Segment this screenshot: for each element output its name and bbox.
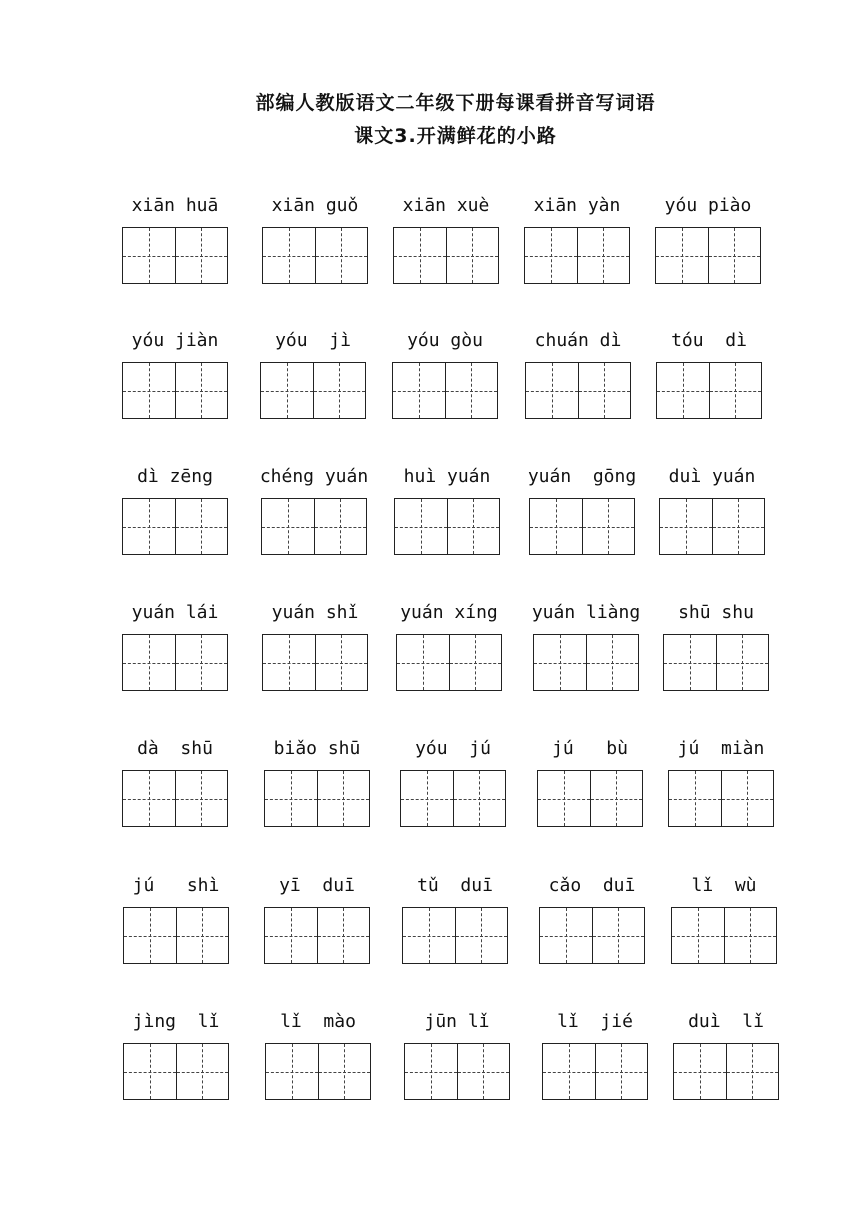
writing-boxes[interactable] (539, 907, 645, 964)
tian-zi-cell[interactable] (447, 499, 500, 554)
tian-zi-cell[interactable] (577, 228, 630, 283)
pinyin-label: tǔ duī (417, 875, 493, 896)
pinyin-label: chuán dì (534, 330, 622, 351)
writing-boxes[interactable] (122, 634, 228, 691)
tian-zi-cell[interactable] (313, 363, 366, 418)
tian-zi-cell[interactable] (664, 635, 716, 690)
tian-zi-cell[interactable] (525, 228, 577, 283)
writing-boxes[interactable] (392, 362, 498, 419)
tian-zi-cell[interactable] (526, 363, 578, 418)
pinyin-label: jú shì (132, 875, 220, 896)
pinyin-label: chéng yuán (259, 466, 369, 487)
tian-zi-cell[interactable] (726, 1044, 779, 1099)
writing-boxes[interactable] (122, 362, 228, 419)
tian-zi-cell[interactable] (457, 1044, 510, 1099)
writing-boxes[interactable] (264, 770, 370, 827)
pinyin-label: yóu gòu (407, 330, 483, 351)
tian-zi-cell[interactable] (455, 908, 508, 963)
pinyin-label: jūn lǐ (424, 1011, 490, 1032)
tian-zi-cell[interactable] (175, 771, 228, 826)
writing-boxes[interactable] (656, 362, 762, 419)
writing-boxes[interactable] (122, 498, 228, 555)
tian-zi-cell[interactable] (266, 1044, 318, 1099)
tian-zi-cell[interactable] (395, 499, 447, 554)
writing-boxes[interactable] (394, 498, 500, 555)
pinyin-label: shū shu (678, 602, 754, 623)
tian-zi-cell[interactable] (401, 771, 453, 826)
tian-zi-cell[interactable] (534, 635, 586, 690)
pinyin-label: xiān huā (131, 195, 219, 216)
pinyin-label: jìng lǐ (132, 1011, 220, 1032)
tian-zi-cell[interactable] (538, 771, 590, 826)
tian-zi-cell[interactable] (265, 771, 317, 826)
pinyin-label: jú miàn (677, 738, 765, 759)
tian-zi-cell[interactable] (403, 908, 455, 963)
tian-zi-cell[interactable] (578, 363, 631, 418)
tian-zi-cell[interactable] (672, 908, 724, 963)
tian-zi-cell[interactable] (660, 499, 712, 554)
writing-boxes[interactable] (402, 907, 508, 964)
writing-boxes[interactable] (122, 227, 228, 284)
tian-zi-cell[interactable] (393, 363, 445, 418)
writing-boxes[interactable] (393, 227, 499, 284)
tian-zi-cell[interactable] (582, 499, 635, 554)
writing-boxes[interactable] (400, 770, 506, 827)
pinyin-label: dì zēng (137, 466, 213, 487)
pinyin-label: yuán shǐ (271, 602, 359, 623)
tian-zi-cell[interactable] (123, 363, 175, 418)
writing-boxes[interactable] (123, 907, 229, 964)
tian-zi-cell[interactable] (716, 635, 769, 690)
writing-boxes[interactable] (663, 634, 769, 691)
pinyin-label: jú bù (552, 738, 628, 759)
tian-zi-cell[interactable] (453, 771, 506, 826)
writing-boxes[interactable] (524, 227, 630, 284)
writing-boxes[interactable] (262, 634, 368, 691)
tian-zi-cell[interactable] (124, 1044, 176, 1099)
tian-zi-cell[interactable] (446, 228, 499, 283)
tian-zi-cell[interactable] (674, 1044, 726, 1099)
tian-zi-cell[interactable] (540, 908, 592, 963)
tian-zi-cell[interactable] (709, 363, 762, 418)
pinyin-label: dà shū (137, 738, 213, 759)
tian-zi-cell[interactable] (175, 363, 228, 418)
worksheet-title: 部编人教版语文二年级下册每课看拼音写词语 (255, 92, 656, 114)
writing-boxes[interactable] (122, 770, 228, 827)
writing-boxes[interactable] (529, 498, 635, 555)
writing-boxes[interactable] (542, 1043, 648, 1100)
pinyin-label: yuán liàng (531, 602, 641, 623)
pinyin-label: duì yuán (668, 466, 756, 487)
pinyin-label: lǐ jié (557, 1011, 633, 1032)
tian-zi-cell[interactable] (397, 635, 449, 690)
pinyin-label: xiān xuè (402, 195, 490, 216)
tian-zi-cell[interactable] (175, 635, 228, 690)
tian-zi-cell[interactable] (262, 499, 314, 554)
pinyin-label: biǎo shū (273, 738, 361, 759)
tian-zi-cell[interactable] (445, 363, 498, 418)
tian-zi-cell[interactable] (263, 635, 315, 690)
tian-zi-cell[interactable] (657, 363, 709, 418)
tian-zi-cell[interactable] (669, 771, 721, 826)
pinyin-label: yóu jì (275, 330, 351, 351)
tian-zi-cell[interactable] (176, 908, 229, 963)
tian-zi-cell[interactable] (315, 635, 368, 690)
pinyin-label: duì lǐ (688, 1011, 764, 1032)
writing-boxes[interactable] (671, 907, 777, 964)
tian-zi-cell[interactable] (543, 1044, 595, 1099)
writing-boxes[interactable] (537, 770, 643, 827)
pinyin-label: xiān yàn (533, 195, 621, 216)
pinyin-label: yóu piào (664, 195, 752, 216)
pinyin-label: yuán lái (131, 602, 219, 623)
tian-zi-cell[interactable] (317, 908, 370, 963)
writing-boxes[interactable] (262, 227, 368, 284)
pinyin-label: tóu dì (671, 330, 747, 351)
tian-zi-cell[interactable] (261, 363, 313, 418)
pinyin-label: lǐ mào (280, 1011, 356, 1032)
lesson-subtitle: 课文3.开满鲜花的小路 (354, 125, 557, 147)
writing-boxes[interactable] (659, 498, 765, 555)
tian-zi-cell[interactable] (317, 771, 370, 826)
tian-zi-cell[interactable] (315, 228, 368, 283)
tian-zi-cell[interactable] (175, 228, 228, 283)
pinyin-label: yuán gōng (527, 466, 637, 487)
tian-zi-cell[interactable] (265, 908, 317, 963)
tian-zi-cell[interactable] (724, 908, 777, 963)
writing-boxes[interactable] (655, 227, 761, 284)
tian-zi-cell[interactable] (318, 1044, 371, 1099)
writing-boxes[interactable] (673, 1043, 779, 1100)
tian-zi-cell[interactable] (176, 1044, 229, 1099)
tian-zi-cell[interactable] (530, 499, 582, 554)
writing-boxes[interactable] (260, 362, 366, 419)
tian-zi-cell[interactable] (263, 228, 315, 283)
pinyin-label: huì yuán (403, 466, 491, 487)
pinyin-label: yuán xíng (400, 602, 498, 623)
tian-zi-cell[interactable] (721, 771, 774, 826)
writing-boxes[interactable] (261, 498, 367, 555)
pinyin-label: yī duī (279, 875, 355, 896)
pinyin-label: yóu jú (415, 738, 491, 759)
tian-zi-cell[interactable] (123, 499, 175, 554)
writing-boxes[interactable] (396, 634, 502, 691)
writing-boxes[interactable] (668, 770, 774, 827)
tian-zi-cell[interactable] (708, 228, 761, 283)
pinyin-label: lǐ wù (691, 875, 757, 896)
tian-zi-cell[interactable] (394, 228, 446, 283)
writing-boxes[interactable] (525, 362, 631, 419)
tian-zi-cell[interactable] (124, 908, 176, 963)
writing-boxes[interactable] (265, 1043, 371, 1100)
tian-zi-cell[interactable] (586, 635, 639, 690)
tian-zi-cell[interactable] (656, 228, 708, 283)
tian-zi-cell[interactable] (123, 635, 175, 690)
pinyin-label: cǎo duī (548, 875, 636, 896)
tian-zi-cell[interactable] (592, 908, 645, 963)
tian-zi-cell[interactable] (314, 499, 367, 554)
pinyin-label: xiān guǒ (271, 195, 359, 216)
tian-zi-cell[interactable] (175, 499, 228, 554)
tian-zi-cell[interactable] (449, 635, 502, 690)
writing-boxes[interactable] (123, 1043, 229, 1100)
tian-zi-cell[interactable] (712, 499, 765, 554)
tian-zi-cell[interactable] (590, 771, 643, 826)
pinyin-label: yóu jiàn (131, 330, 219, 351)
tian-zi-cell[interactable] (405, 1044, 457, 1099)
tian-zi-cell[interactable] (123, 228, 175, 283)
tian-zi-cell[interactable] (595, 1044, 648, 1099)
writing-boxes[interactable] (404, 1043, 510, 1100)
writing-boxes[interactable] (264, 907, 370, 964)
tian-zi-cell[interactable] (123, 771, 175, 826)
writing-boxes[interactable] (533, 634, 639, 691)
